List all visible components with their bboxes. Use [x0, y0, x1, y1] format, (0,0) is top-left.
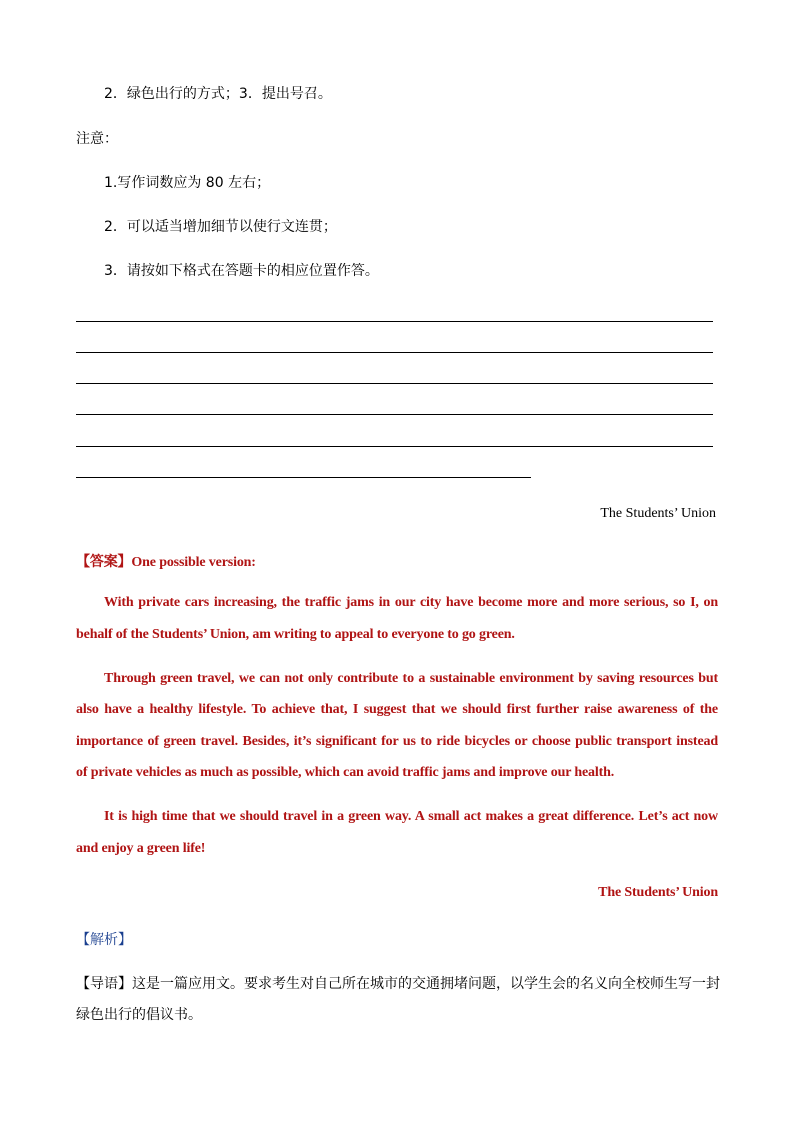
answer-p3-line: and enjoy a green life! [76, 841, 206, 856]
answer-version-label: One possible version: [131, 555, 256, 570]
answer-p2-line: importance of green travel. Besides, it’s significant for us to ride bicycles or choose public transport instead [76, 734, 718, 749]
guide-label: 【导语】 [76, 976, 132, 992]
note-item-2: 2．可以适当增加细节以使行文连贯； [104, 219, 337, 235]
answer-heading [76, 551, 256, 571]
answer-line [76, 383, 713, 384]
template-signature: The Students’ Union [600, 506, 716, 521]
answer-line [76, 321, 713, 322]
answer-line [76, 477, 531, 478]
instruction-line: 2．绿色出行的方式；3．提出号召。 [104, 86, 332, 102]
analysis-guide-line [76, 973, 720, 993]
answer-p2-line: of private vehicles as much as possible, which can avoid traffic jams and improve our health. [76, 765, 615, 780]
answer-p2-line: also have a healthy lifestyle. To achieve that, I suggest that we should first further raise awareness of the [76, 702, 718, 717]
answer-p3-line: It is high time that we should travel in a green way. A small act makes a great difference. Let’s act now [104, 809, 718, 824]
guide-text: 这是一篇应用文。要求考生对自己所在城市的交通拥堵问题，以学生会的名义向全校师生写一封 [132, 976, 720, 992]
answer-line [76, 352, 713, 353]
answer-p1-line: behalf of the Students’ Union, am writing to appeal to everyone to go green. [76, 627, 515, 642]
analysis-title: 【解析】 [76, 932, 132, 948]
answer-tag: 【答案】 [76, 554, 132, 570]
note-item-1: 1.写作词数应为 80 左右； [104, 175, 271, 191]
answer-line [76, 414, 713, 415]
answer-p2-line: Through green travel, we can not only contribute to a sustainable environment by saving resources but [104, 671, 718, 686]
note-item-3: 3．请按如下格式在答题卡的相应位置作答。 [104, 263, 379, 279]
answer-line [76, 446, 713, 447]
answer-signature: The Students’ Union [598, 885, 718, 900]
answer-p1-line: With private cars increasing, the traffic jams in our city have become more and more serious, so I, on [104, 595, 718, 610]
note-title: 注意： [76, 131, 118, 147]
analysis-guide-line: 绿色出行的倡议书。 [76, 1007, 202, 1023]
